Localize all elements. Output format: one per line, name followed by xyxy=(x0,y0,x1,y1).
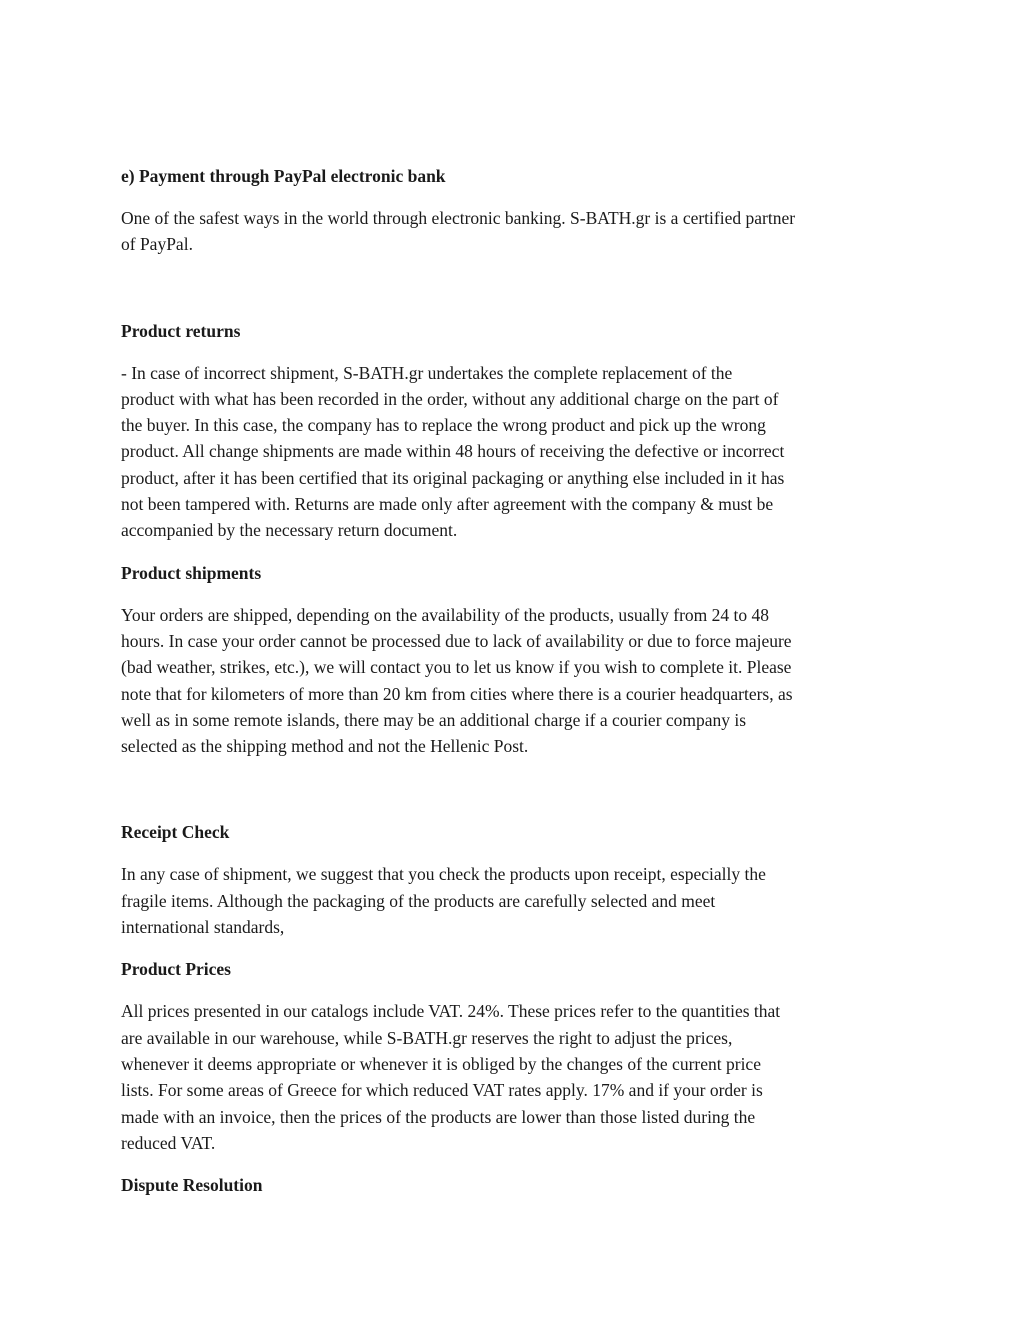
section-paragraph-product-returns xyxy=(121,360,907,544)
paragraph-line: (bad weather, strikes, etc.), we will contact you to let us know if you wish to complete it. Please xyxy=(121,657,792,678)
paragraph-line: Your orders are shipped, depending on the availability of the products, usually from 24 to 48 xyxy=(121,604,770,625)
section-heading-dispute-resolution: Dispute Resolution xyxy=(121,1175,263,1196)
paragraph-line: fragile items. Although the packaging of the products are carefully selected and meet xyxy=(121,890,716,911)
section-heading-product-prices: Product Prices xyxy=(121,959,231,980)
section-paragraph-receipt-check xyxy=(121,861,907,940)
paragraph-line: product with what has been recorded in the order, without any additional charge on the part of xyxy=(121,388,779,409)
section-heading-paypal: e) Payment through PayPal electronic bank xyxy=(121,166,446,186)
paragraph-line: All prices presented in our catalogs include VAT. 24%. These prices refer to the quantities that xyxy=(121,1001,781,1022)
section-heading-product-shipments: Product shipments xyxy=(121,562,262,583)
paragraph-line: One of the safest ways in the world through electronic banking. S-BATH.gr is a certified partner xyxy=(121,208,796,228)
paragraph-line: - In case of incorrect shipment, S-BATH.gr undertakes the complete replacement of the xyxy=(121,362,733,383)
paragraph-line: international standards, xyxy=(121,917,285,938)
section-paragraph-paypal xyxy=(121,205,907,258)
paragraph-line: note that for kilometers of more than 20 km from cities where there is a courier headquarters, as xyxy=(121,683,793,704)
paragraph-line: not been tampered with. Returns are made only after agreement with the company & must be xyxy=(121,494,774,515)
paragraph-line: of PayPal. xyxy=(121,234,193,255)
section-heading-product-returns: Product returns xyxy=(121,320,241,341)
paragraph-line: hours. In case your order cannot be processed due to lack of availability or due to force majeure xyxy=(121,630,792,651)
paragraph-line: accompanied by the necessary return document. xyxy=(121,520,458,541)
paragraph-line: made with an invoice, then the prices of the products are lower than those listed during the xyxy=(121,1106,756,1127)
paragraph-line: In any case of shipment, we suggest that you check the products upon receipt, especially the xyxy=(121,864,766,885)
section-paragraph-product-shipments xyxy=(121,602,907,760)
paragraph-line: reduced VAT. xyxy=(121,1132,216,1153)
paragraph-line: the buyer. In this case, the company has to replace the wrong product and pick up the wrong xyxy=(121,415,766,436)
paragraph-line: are available in our warehouse, while S-BATH.gr reserves the right to adjust the prices, xyxy=(121,1027,733,1048)
section-heading-receipt-check: Receipt Check xyxy=(121,822,230,843)
paragraph-line: lists. For some areas of Greece for which reduced VAT rates apply. 17% and if your order is xyxy=(121,1080,763,1101)
paragraph-line: product. All change shipments are made within 48 hours of receiving the defective or incorrect xyxy=(121,441,785,462)
section-paragraph-product-prices xyxy=(121,998,907,1156)
paragraph-line: well as in some remote islands, there may be an additional charge if a courier company is xyxy=(121,709,747,730)
paragraph-line: selected as the shipping method and not the Hellenic Post. xyxy=(121,736,529,757)
paragraph-line: whenever it deems appropriate or whenever it is obliged by the changes of the current price xyxy=(121,1053,761,1074)
paragraph-line: product, after it has been certified that its original packaging or anything else included in it has xyxy=(121,467,785,488)
document-page xyxy=(121,163,907,1198)
